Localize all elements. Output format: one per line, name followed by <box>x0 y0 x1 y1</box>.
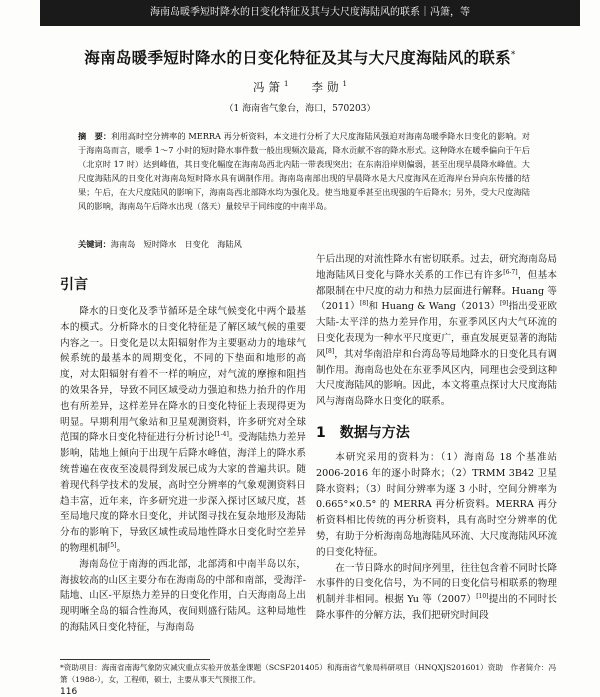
page-number: 116 <box>60 687 78 697</box>
paragraph <box>60 304 306 557</box>
paragraph-text: 降水的日变化及季节循环是全球气候变化中两个最基本的模式。分析降水的日变化特征是了解区域气候的重要内容之一。日变化是以太阳辐射作为主要驱动力的地球气候系统的最基本的周期变化，不同的下垫面和地形的高度，对太阳辐射有着不一样的响应，对气流的摩擦和阻挡的效果各异，导致不同区域受动力强迫和热力抬升的作用也有所差异，这样差异在降水的日变化特征上表现得更为明显。早期利用气象站和卫星观测资料，许多研究对全球范围的降水日变化特征进行分析讨论 <box>60 306 306 444</box>
paragraph <box>316 561 557 624</box>
affiliation: （1 海南省气象台，海口，570203） <box>224 104 376 114</box>
left-column <box>60 270 306 636</box>
citation: [5] <box>107 541 117 549</box>
paragraph-text: 海南岛位于南海的西北部，北部湾和中南半岛以东，海拔较高的山区主要分布在海南岛的中部和南部，受海洋-陆地、山区-平原热力差异的日变化作用，白天海南岛上出现明晰全岛的辐合性海风，夜间则盛行陆风。这种局地性的海陆风日变化特征，与海南岛 <box>60 558 306 633</box>
running-head: 海南岛暖季短时降水的日变化特征及其与大尺度海陆风的联系｜冯箫，等 <box>40 0 580 26</box>
paragraph <box>316 252 557 410</box>
paragraph-text: ，但基本都限制在中尺度的动力和热力层面进行解释。Huang 等（2011） <box>316 269 558 313</box>
citation: [8] <box>325 347 335 355</box>
title-text: 海南岛暖季短时降水的日变化特征及其与大尺度海陆风的联系 <box>84 49 511 67</box>
citation: [1-4] <box>214 431 229 439</box>
footnote: *资助项目：海南省南海气象防灾减灾重点实验开放基金课题（SCSF201405）和海南省气象局科研项目（HNQXJS201601）资助 作者简介：冯箫（1988-），女，工程师，硕士，主要从事天气预报工作。 <box>60 663 557 684</box>
citation: [10] <box>476 592 489 600</box>
keywords-text: 海南岛 短时降水 日变化 海陆风 <box>110 239 242 249</box>
paragraph <box>60 557 306 636</box>
section-heading-intro: 引言 <box>60 277 88 293</box>
author-name: 冯箫 <box>253 80 285 94</box>
citation: [9] <box>499 300 509 308</box>
author-sup: 1 <box>342 80 347 89</box>
paragraph-text: 本研究采用的资料为：（1）海南岛 18 个基准站 2006-2016 年的逐小时降水；（2）TRMM 3B42 卫星降水资料；（3）时间分辨率为逐 3 小时，空间分辨率为 0.665°×0.5° 的 MERRA 再分析资料。MERRA 再分析资料相比传统的再分析资料，具有高时空分辨率的优势，有助于分析海南岛地海陆风环流、大尺度海陆风环流的日变化特征。 <box>316 451 557 558</box>
abstract-text: 利用高时空分辨率的 MERRA 再分析资料，本文进行分析了大尺度海陆风强迫对海南岛暖季降水日变化的影响。对于海南岛而言，暖季 1～7 小时的短时降水事件数一般出现频次最高，降水贡献不容的降水形式。这种降水在暖季偏向于午后（北京时 17 时）达到峰值，其日变化幅度在海南岛西北内陆一带表现突出；在东南沿岸则偏弱，甚至出现早晨降水峰值。大尺度海陆风的日变化对海南岛短时降水具有调制作用。海南岛南部出现的早晨降水是大尺度海风在近海岸台异向东传播的结果；午后，在大尺度陆风的影响下，海南岛西北部降水均为强化及。使当地夏季甚至出现强的午后降水；另外，受大尺度海陆风的影响，海南岛午后降水出现（落天）量较早于同纬度的中南半岛。 <box>78 131 530 211</box>
paragraph-text: 指出受亚欧大陆-太平洋的热力差异作用，东亚季风区内大气环流的日变化表现为一种水平尺度更广，垂直发展更显著的海陆风 <box>316 301 557 360</box>
citation: [6-7] <box>503 268 518 276</box>
section-heading-data-methods: 1 数据与方法 <box>316 424 410 441</box>
paragraph-text: 。受海陆热力差异影响，陆地上倾向于出现午后降水峰值，海洋上的降水系统普遍在夜夜至凌晨得到发展已成为大家的普遍共识。随着现代科学技术的发展，高时空分辨率的气象观测资料日趋丰富，近年来，许多研究进一步深入探讨区域尺度，甚至局地尺度的降水日变化，并试图寻找在复杂地形及海陆分布的影响下，导致区域性或局地性降水日变化时空差异的物理机制 <box>60 432 306 554</box>
footnote-divider <box>60 659 210 660</box>
author-name: 李勋 <box>311 80 343 94</box>
abstract-label: 摘 要： <box>78 131 112 141</box>
keywords-label: 关键词： <box>78 239 111 249</box>
paragraph-text: 午后出现的对流性降水有密切联系。过去，研究海南岛局地海陆风日变化与降水关系的工作已有许多 <box>316 254 557 281</box>
right-column <box>316 252 557 624</box>
paragraph-text: 和 Huang & Wang（2013） <box>368 301 500 313</box>
paragraph <box>316 450 557 561</box>
paragraph-text: 。 <box>116 542 127 554</box>
keywords <box>78 239 530 250</box>
paragraph-text: 提出的不同时长降水事件的分解方法，我们把研究时间段 <box>316 594 558 621</box>
page-title <box>40 46 560 68</box>
author-sup: 1 <box>284 80 289 89</box>
paragraph-text: ，其对华南沿岸和台湾岛等局地降水的日变化具有调制作用。海南岛也处在东亚季风区内，同理也会受到这种大尺度海陆风的影响。因此，本文将重点探讨大尺度海陆风与海南岛降水日变化的联系。 <box>316 348 557 408</box>
authors <box>40 79 560 95</box>
citation: [8] <box>359 300 369 308</box>
paragraph-text: 在一节日降水的时间序列里，往往包含着不同时长降水事件的日变化信号，为不同的日变化信号相联系的物理机制并非相同。根据 Yu 等（2007） <box>316 562 557 606</box>
abstract <box>78 130 530 213</box>
title-footnote-mark: * <box>510 49 516 60</box>
